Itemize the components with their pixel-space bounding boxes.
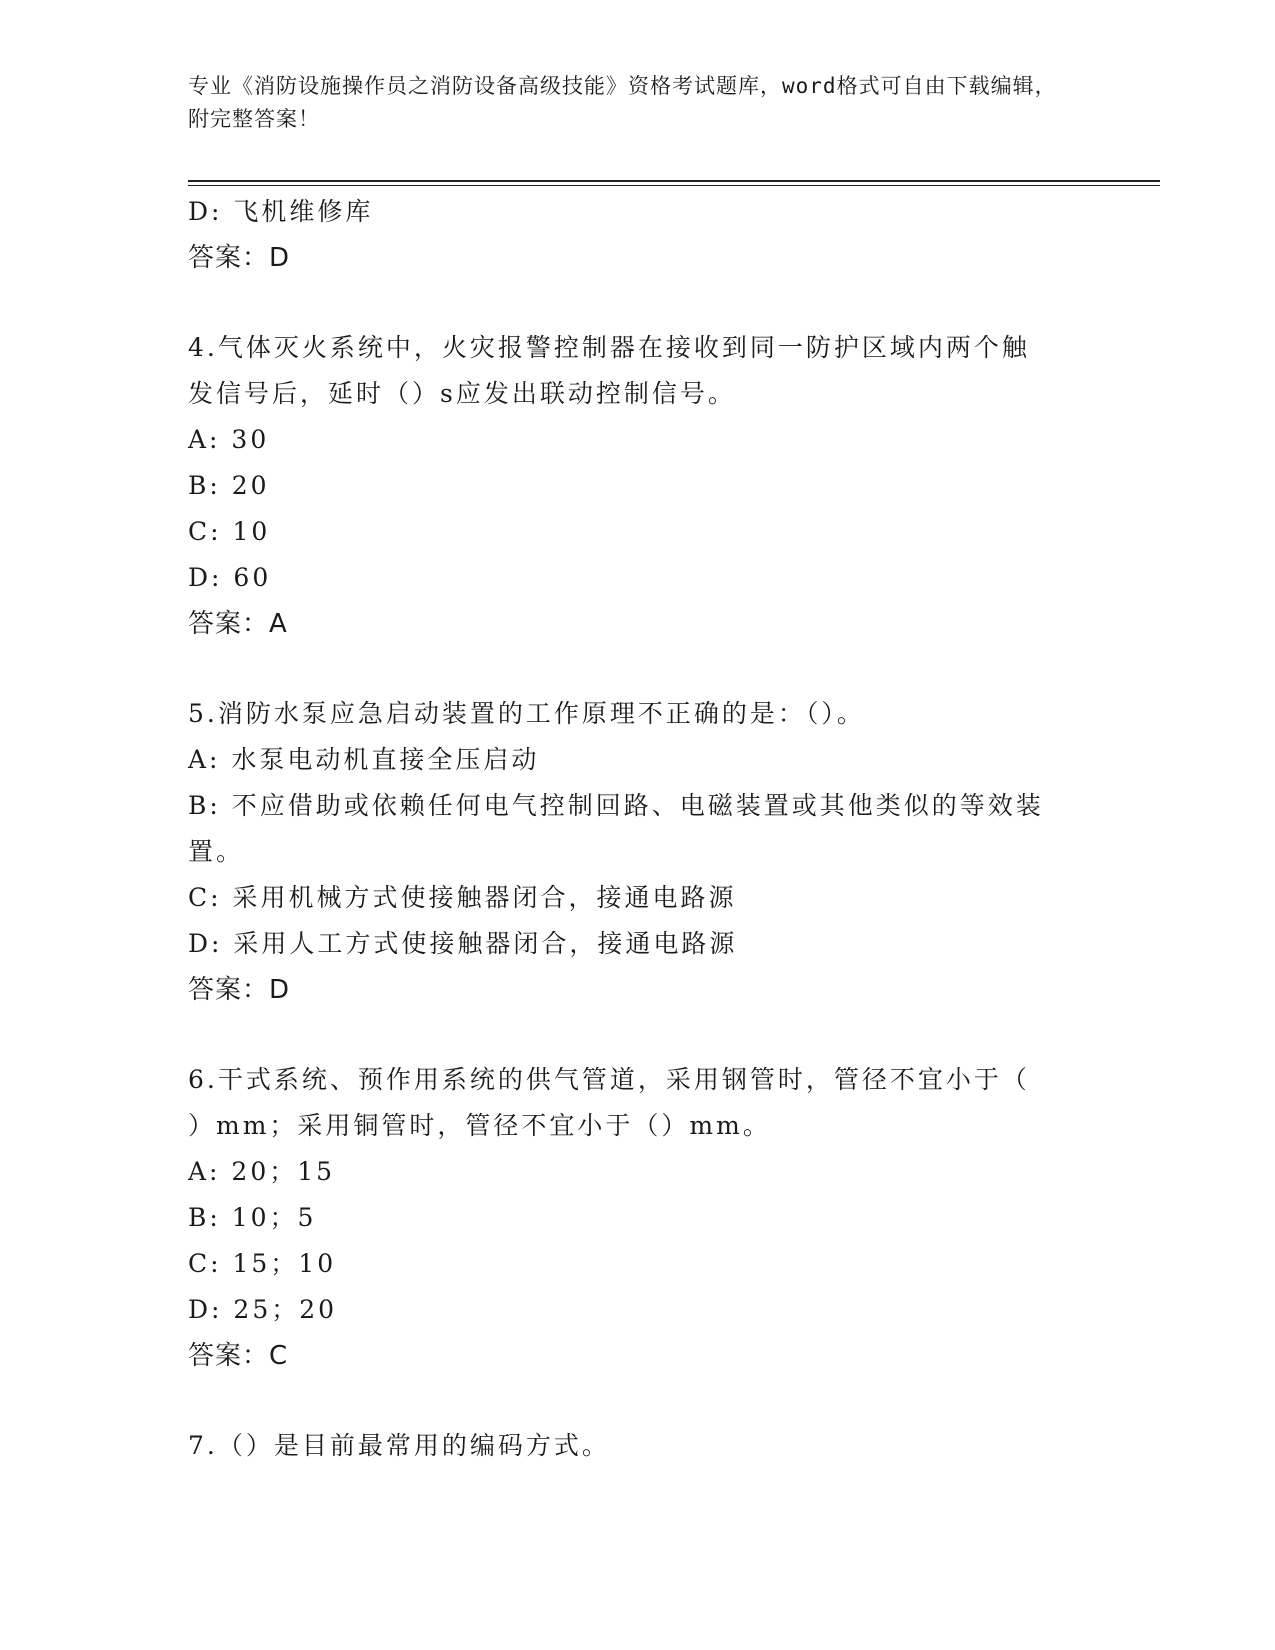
- answer-line: 答案：D: [188, 243, 291, 273]
- option-a: A: 30: [188, 425, 270, 454]
- header-divider-thin: [188, 185, 1160, 186]
- option-b: B: 不应借助或依赖任何电气控制回路、电磁装置或其他类似的等效装: [188, 791, 1044, 820]
- header-text: 专业《消防设施操作员之消防设备高级技能》资格考试题库，word格式可自由下载编辑，附完整答案！: [188, 74, 1057, 131]
- answer-line: 答案：A: [188, 609, 288, 639]
- option-d: D: 采用人工方式使接触器闭合，接通电路源: [188, 929, 738, 958]
- option-b: B: 20: [188, 471, 270, 500]
- option-a: A: 水泵电动机直接全压启动: [188, 745, 540, 774]
- question-stem-continued: ）mm；采用铜管时，管径不宜小于（）mm。: [188, 1111, 771, 1140]
- question-stem: 4.气体灭火系统中，火灾报警控制器在接收到同一防护区域内两个触: [188, 333, 1030, 362]
- option-b: B: 10；5: [188, 1203, 317, 1232]
- question-stem: 5.消防水泵应急启动装置的工作原理不正确的是：（）。: [188, 699, 865, 728]
- question-6: [188, 1057, 1088, 1423]
- question-5: [188, 691, 1088, 1057]
- question-4: [188, 325, 1088, 691]
- option-c: C: 10: [188, 517, 271, 546]
- option-d: D: 60: [188, 563, 272, 592]
- question-7: [188, 1423, 1088, 1469]
- question-3-tail: [188, 189, 1088, 325]
- option-b-continued: 置。: [188, 837, 245, 866]
- question-list: [188, 189, 1088, 1469]
- question-stem-continued: 发信号后，延时（）s应发出联动控制信号。: [188, 379, 736, 408]
- header-divider-thick: [188, 180, 1160, 182]
- option-d: D: 25；20: [188, 1295, 338, 1324]
- option-d: D: 飞机维修库: [188, 197, 374, 226]
- option-a: A: 20；15: [188, 1157, 336, 1186]
- question-stem: 6.干式系统、预作用系统的供气管道，采用钢管时，管径不宜小于（: [188, 1065, 1030, 1094]
- option-c: C: 15；10: [188, 1249, 337, 1278]
- document-header: [188, 70, 1068, 136]
- option-c: C: 采用机械方式使接触器闭合，接通电路源: [188, 883, 737, 912]
- answer-line: 答案：D: [188, 975, 291, 1005]
- question-stem: 7.（）是目前最常用的编码方式。: [188, 1431, 610, 1460]
- answer-line: 答案：C: [188, 1341, 289, 1371]
